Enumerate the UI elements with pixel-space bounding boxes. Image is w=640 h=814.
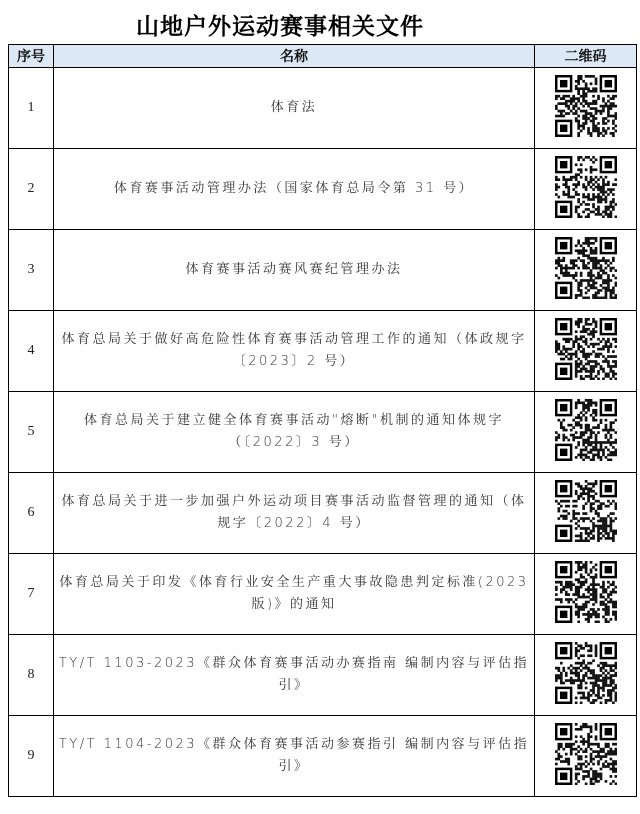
qr-cell xyxy=(535,635,637,716)
qr-code-icon[interactable] xyxy=(555,561,617,623)
document-name: 体育总局关于做好高危险性体育赛事活动管理工作的通知（体政规字〔2023〕2 号） xyxy=(54,311,535,392)
qr-cell xyxy=(535,473,637,554)
table-row xyxy=(9,635,637,716)
document-name: 体育总局关于印发《体育行业安全生产重大事故隐患判定标准(2023版)》的通知 xyxy=(54,554,535,635)
qr-code-icon[interactable] xyxy=(555,642,617,704)
qr-code-icon[interactable] xyxy=(555,156,617,218)
qr-cell xyxy=(535,716,637,797)
table-row xyxy=(9,473,637,554)
qr-code-icon[interactable] xyxy=(555,399,617,461)
qr-cell xyxy=(535,149,637,230)
qr-code-icon[interactable] xyxy=(555,237,617,299)
qr-cell xyxy=(535,68,637,149)
table-header-row xyxy=(9,45,637,68)
header-qr: 二维码 xyxy=(535,45,637,68)
table-row xyxy=(9,149,637,230)
qr-cell xyxy=(535,392,637,473)
qr-cell xyxy=(535,311,637,392)
row-number: 7 xyxy=(9,554,54,635)
qr-code-icon[interactable] xyxy=(555,723,617,785)
table-row xyxy=(9,68,637,149)
document-name: TY/T 1104-2023《群众体育赛事活动参赛指引 编制内容与评估指引》 xyxy=(54,716,535,797)
row-number: 8 xyxy=(9,635,54,716)
row-number: 1 xyxy=(9,68,54,149)
row-number: 5 xyxy=(9,392,54,473)
row-number: 3 xyxy=(9,230,54,311)
qr-cell xyxy=(535,554,637,635)
table-row xyxy=(9,311,637,392)
document-name: 体育赛事活动管理办法（国家体育总局令第 31 号） xyxy=(54,149,535,230)
document-name: 体育赛事活动赛风赛纪管理办法 xyxy=(54,230,535,311)
header-num: 序号 xyxy=(9,45,54,68)
page-title: 山地户外运动赛事相关文件 xyxy=(136,13,424,40)
row-number: 9 xyxy=(9,716,54,797)
row-number: 4 xyxy=(9,311,54,392)
row-number: 6 xyxy=(9,473,54,554)
qr-cell xyxy=(535,230,637,311)
row-number: 2 xyxy=(9,149,54,230)
document-name: 体育法 xyxy=(54,68,535,149)
table-row xyxy=(9,554,637,635)
table-row xyxy=(9,716,637,797)
document-name: 体育总局关于建立健全体育赛事活动"熔断"机制的通知体规字（〔2022〕3 号） xyxy=(54,392,535,473)
table-row xyxy=(9,392,637,473)
document-name: 体育总局关于进一步加强户外运动项目赛事活动监督管理的通知（体规字〔2022〕4 号） xyxy=(54,473,535,554)
qr-code-icon[interactable] xyxy=(555,480,617,542)
header-name: 名称 xyxy=(54,45,535,68)
qr-code-icon[interactable] xyxy=(555,318,617,380)
documents-table xyxy=(8,44,637,797)
table-row xyxy=(9,230,637,311)
document-name: TY/T 1103-2023《群众体育赛事活动办赛指南 编制内容与评估指引》 xyxy=(54,635,535,716)
qr-code-icon[interactable] xyxy=(555,75,617,137)
